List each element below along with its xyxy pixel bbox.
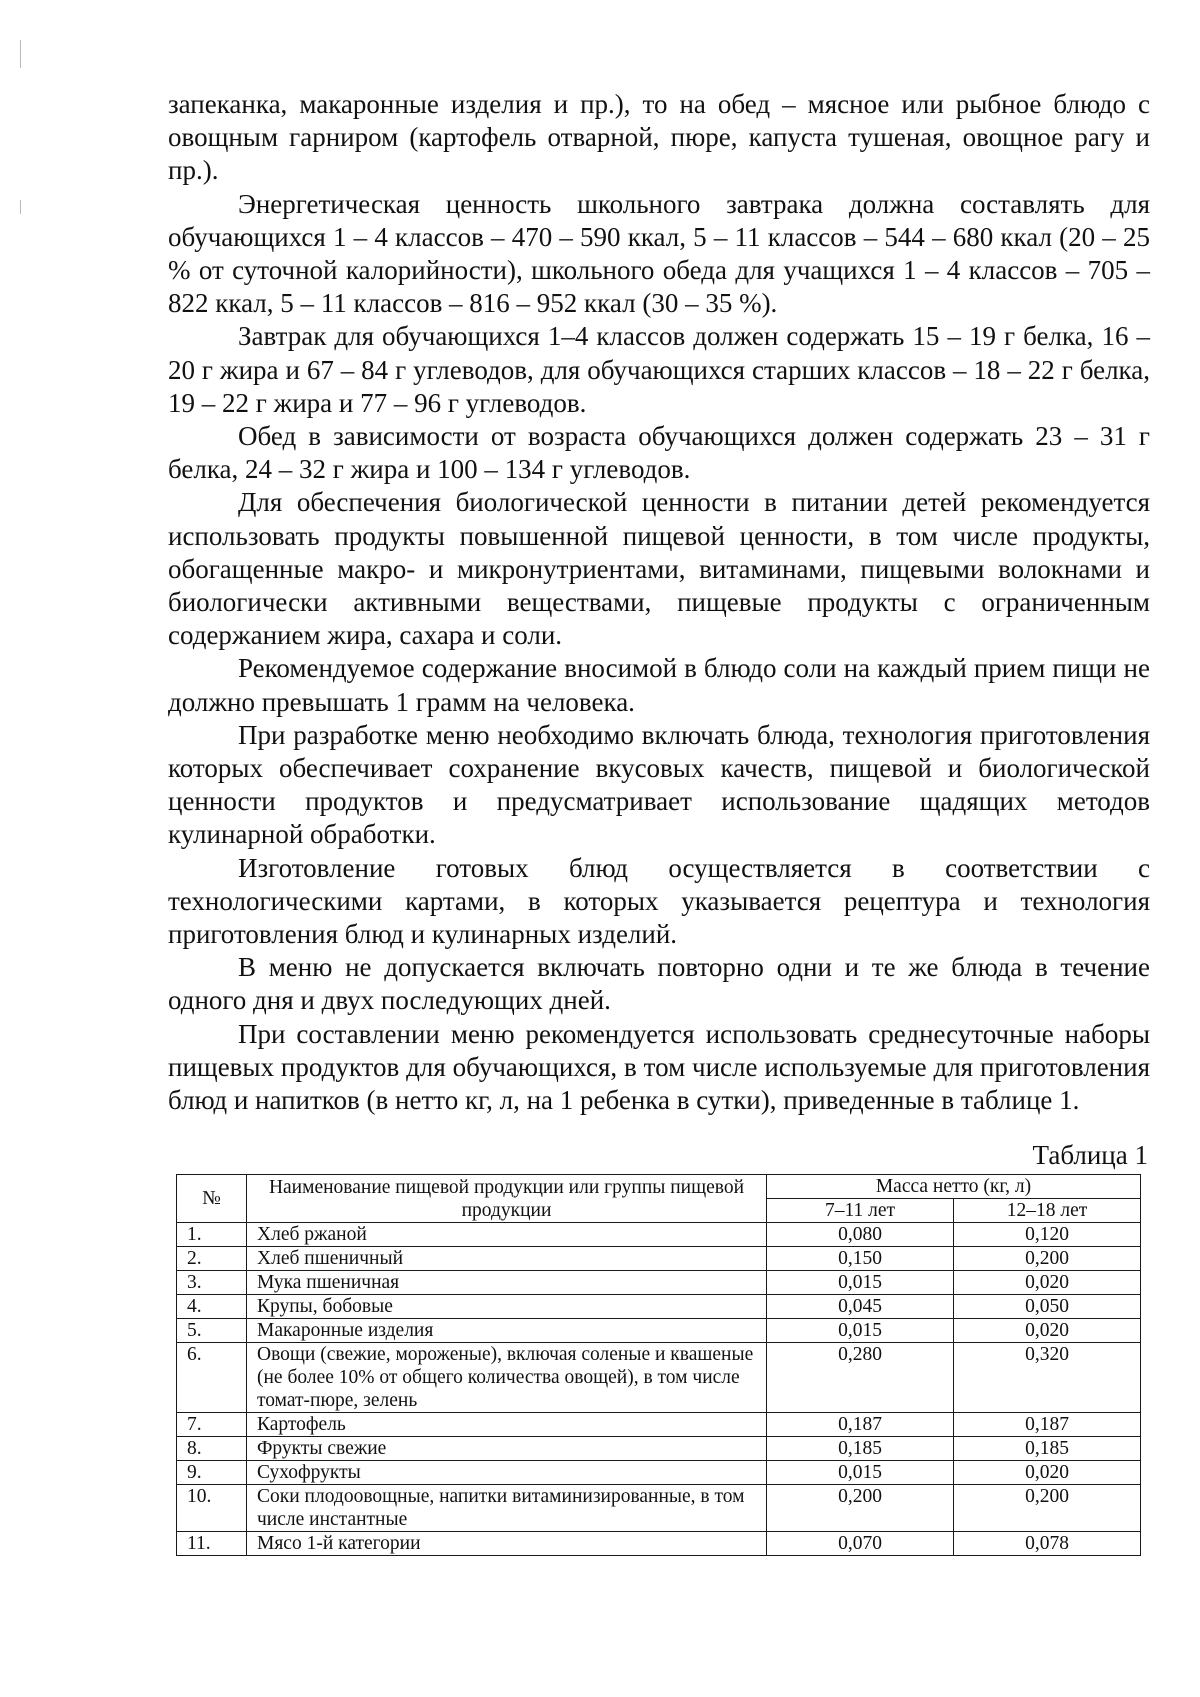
row-product: Овощи (свежие, мороженые), включая соленые и квашеные (не более 10% от общего количества овощей), в том числе томат-пюре, зелень <box>247 1343 767 1413</box>
table-row <box>177 1295 1141 1319</box>
paragraph: Для обеспечения биологической ценности в питании детей рекомендуется использовать продукты повышенной пищевой ценности, в том числе продукты, обогащенные макро- и микронутриентами, витаминами, пищевыми волокнами и биологически активными веществами, пищевые продукты с ограниченным содержанием жира, сахара и соли. <box>168 487 1150 651</box>
table-row <box>177 1319 1141 1343</box>
row-product: Соки плодоовощные, напитки витаминизированные, в том числе инстантные <box>247 1485 767 1532</box>
paragraph: При разработке меню необходимо включать блюда, технология приготовления которых обеспечивает сохранение вкусовых качеств, пищевой и биологической ценности продуктов и предусматривает использование щадящих методов кулинарной обработки. <box>168 719 1150 850</box>
header-age-7-11: 7–11 лет <box>767 1199 954 1223</box>
table-row <box>177 1485 1141 1532</box>
row-product: Крупы, бобовые <box>247 1295 767 1319</box>
scan-margin-mark <box>20 200 21 214</box>
paragraph: Обед в зависимости от возраста обучающихся должен содержать 23 – 31 г белка, 24 – 32 г жира и 100 – 134 г углеводов. <box>168 421 1150 485</box>
table-row <box>177 1461 1141 1485</box>
row-mass-12-18: 0,200 <box>954 1247 1141 1271</box>
food-norms-table <box>176 1174 1141 1556</box>
row-product: Хлеб пшеничный <box>247 1247 767 1271</box>
header-product-name: Наименование пищевой продукции или группы пищевой продукции <box>247 1175 767 1223</box>
row-mass-12-18: 0,050 <box>954 1295 1141 1319</box>
row-product: Хлеб ржаной <box>247 1223 767 1247</box>
row-mass-7-11: 0,200 <box>767 1485 954 1532</box>
table-row <box>177 1532 1141 1556</box>
paragraph: запеканка, макаронные изделия и пр.), то на обед – мясное или рыбное блюдо с овощным гарниром (картофель отварной, пюре, капуста тушеная, овощное рагу и пр.). <box>168 89 1150 186</box>
paragraph: Рекомендуемое содержание вносимой в блюдо соли на каждый прием пищи не должно превышать 1 грамм на человека. <box>168 653 1150 717</box>
row-number: 11. <box>177 1532 247 1556</box>
row-mass-12-18: 0,020 <box>954 1319 1141 1343</box>
row-mass-7-11: 0,045 <box>767 1295 954 1319</box>
row-product: Фрукты свежие <box>247 1437 767 1461</box>
row-mass-7-11: 0,150 <box>767 1247 954 1271</box>
row-mass-12-18: 0,078 <box>954 1532 1141 1556</box>
row-number: 9. <box>177 1461 247 1485</box>
row-mass-7-11: 0,187 <box>767 1413 954 1437</box>
row-number: 8. <box>177 1437 247 1461</box>
row-mass-7-11: 0,015 <box>767 1271 954 1295</box>
table-row <box>177 1247 1141 1271</box>
body-text <box>168 88 1150 1117</box>
row-mass-7-11: 0,015 <box>767 1461 954 1485</box>
paragraph: Завтрак для обучающихся 1–4 классов должен содержать 15 – 19 г белка, 16 – 20 г жира и 67 – 84 г углеводов, для обучающихся старших классов – 18 – 22 г белка, 19 – 22 г жира и 77 – 96 г углеводов. <box>168 321 1150 418</box>
paragraph: Изготовление готовых блюд осуществляется в соответствии с технологическими картами, в которых указывается рецептура и технология приготовления блюд и кулинарных изделий. <box>168 852 1150 950</box>
row-number: 3. <box>177 1271 247 1295</box>
row-number: 6. <box>177 1343 247 1413</box>
row-product: Картофель <box>247 1413 767 1437</box>
table-caption: Таблица 1 <box>1032 1140 1148 1170</box>
paragraph: Энергетическая ценность школьного завтрака должна составлять для обучающихся 1 – 4 классов – 470 – 590 ккал, 5 – 11 классов – 544 – 680 ккал (20 – 25 % от суточной калорийности), школьного обеда для учащихся 1 – 4 классов – 705 – 822 ккал, 5 – 11 классов – 816 – 952 ккал (30 – 35 %). <box>168 188 1150 319</box>
row-mass-7-11: 0,015 <box>767 1319 954 1343</box>
table-row <box>177 1223 1141 1247</box>
row-mass-12-18: 0,187 <box>954 1413 1141 1437</box>
table-row <box>177 1413 1141 1437</box>
row-mass-12-18: 0,200 <box>954 1485 1141 1532</box>
row-mass-7-11: 0,185 <box>767 1437 954 1461</box>
row-product: Макаронные изделия <box>247 1319 767 1343</box>
paragraph: При составлении меню рекомендуется использовать среднесуточные наборы пищевых продуктов для обучающихся, в том числе используемые для приготовления блюд и напитков (в нетто кг, л, на 1 ребенка в сутки), приведенные в таблице 1. <box>168 1018 1150 1116</box>
table-row <box>177 1271 1141 1295</box>
row-mass-7-11: 0,070 <box>767 1532 954 1556</box>
row-number: 10. <box>177 1485 247 1532</box>
row-number: 2. <box>177 1247 247 1271</box>
header-net-mass: Масса нетто (кг, л) <box>767 1175 1141 1199</box>
table-row <box>177 1437 1141 1461</box>
row-mass-7-11: 0,080 <box>767 1223 954 1247</box>
row-mass-12-18: 0,120 <box>954 1223 1141 1247</box>
row-number: 4. <box>177 1295 247 1319</box>
row-number: 7. <box>177 1413 247 1437</box>
header-number: № <box>177 1175 247 1223</box>
paragraph: В меню не допускается включать повторно одни и те же блюда в течение одного дня и двух последующих дней. <box>168 952 1150 1016</box>
row-mass-12-18: 0,020 <box>954 1461 1141 1485</box>
scan-margin-mark <box>20 40 21 68</box>
row-product: Мясо 1-й категории <box>247 1532 767 1556</box>
table-row <box>177 1343 1141 1413</box>
row-number: 5. <box>177 1319 247 1343</box>
row-mass-12-18: 0,020 <box>954 1271 1141 1295</box>
row-mass-12-18: 0,185 <box>954 1437 1141 1461</box>
row-mass-12-18: 0,320 <box>954 1343 1141 1413</box>
row-product: Мука пшеничная <box>247 1271 767 1295</box>
header-age-12-18: 12–18 лет <box>954 1199 1141 1223</box>
row-number: 1. <box>177 1223 247 1247</box>
row-mass-7-11: 0,280 <box>767 1343 954 1413</box>
row-product: Сухофрукты <box>247 1461 767 1485</box>
